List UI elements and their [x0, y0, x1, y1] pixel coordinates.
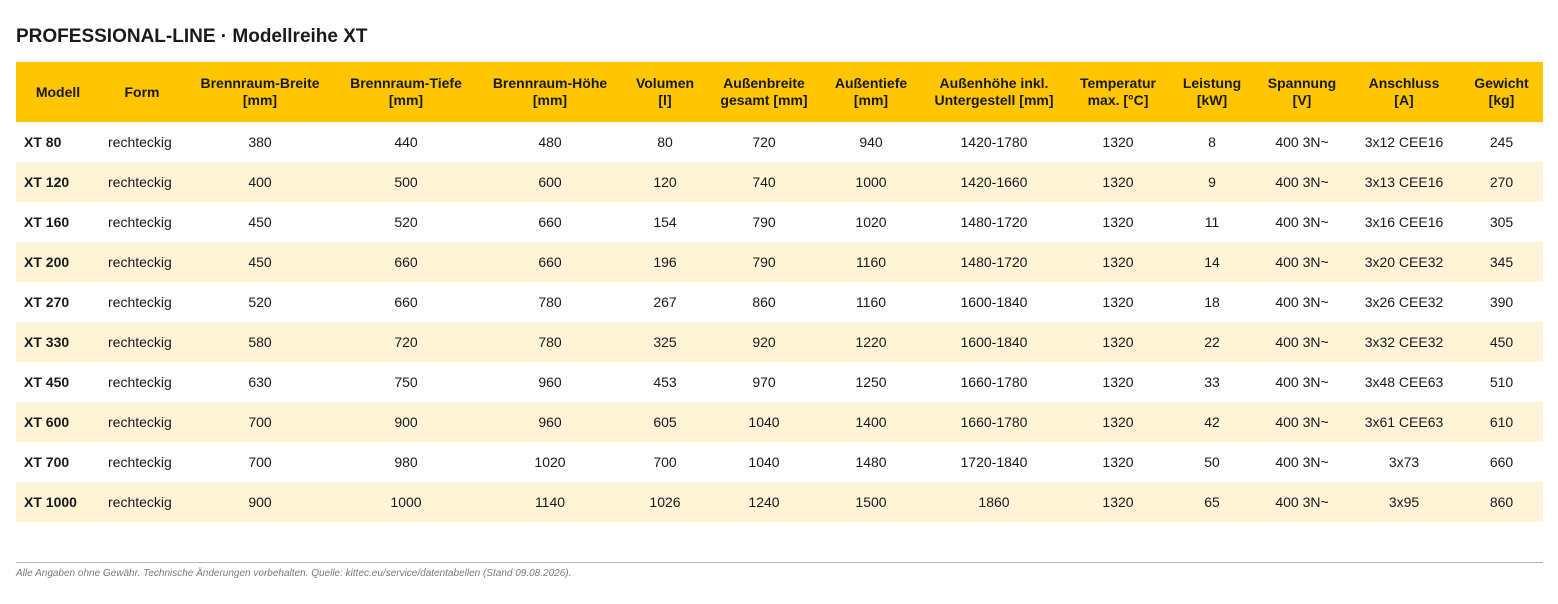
- table-cell: 900: [184, 482, 336, 522]
- table-cell: 65: [1168, 482, 1256, 522]
- column-header: [920, 62, 1068, 122]
- column-header-unit: [V]: [1292, 92, 1312, 108]
- table-cell: 380: [248, 134, 272, 150]
- column-header: [1348, 62, 1460, 122]
- table-cell: 780: [476, 322, 624, 362]
- table-row: [16, 482, 1543, 522]
- table-cell: 790: [706, 242, 822, 282]
- table-cell: 1600-1840: [960, 294, 1028, 310]
- model-cell: XT 600: [16, 402, 100, 442]
- table-cell: 660: [336, 242, 476, 282]
- model-cell: XT 120: [16, 162, 100, 202]
- table-cell: 660: [538, 214, 562, 230]
- table-cell: 1320: [1068, 162, 1168, 202]
- table-cell: 1320: [1068, 242, 1168, 282]
- table-cell: 9: [1168, 162, 1256, 202]
- table-cell: 400 3N~: [1256, 482, 1348, 522]
- page-title: PROFESSIONAL-LINE · Modellreihe XT: [16, 26, 368, 47]
- table-cell: 720: [336, 322, 476, 362]
- form-cell: rechteckig: [108, 294, 172, 310]
- form-cell: rechteckig: [100, 402, 184, 442]
- table-cell: 245: [1489, 134, 1514, 150]
- column-header-label: Form: [124, 83, 160, 100]
- column-header-label: Spannung: [1267, 75, 1337, 91]
- column-header-label: Brennraum-Tiefe: [350, 75, 462, 91]
- column-header-unit: [kW]: [1196, 92, 1228, 108]
- table-row: [16, 402, 1543, 442]
- column-header-unit: [mm]: [388, 92, 424, 108]
- table-cell: 605: [624, 402, 706, 442]
- column-header: [184, 62, 336, 122]
- table-cell: 3x73: [1388, 454, 1420, 470]
- column-header-label: Außentiefe: [834, 75, 908, 91]
- table-cell: 1400: [822, 402, 920, 442]
- model-cell: XT 80: [24, 134, 62, 150]
- table-cell: 3x32 CEE32: [1348, 322, 1460, 362]
- table-cell: 860: [1460, 482, 1543, 522]
- column-header-unit: [mm]: [853, 92, 889, 108]
- table-cell: 1420-1660: [920, 162, 1068, 202]
- table-cell: 790: [752, 214, 776, 230]
- table-cell: 1320: [1102, 294, 1134, 310]
- table-cell: 196: [624, 242, 706, 282]
- table-cell: 22: [1168, 322, 1256, 362]
- table-cell: 480: [538, 134, 562, 150]
- model-cell: XT 700: [24, 454, 70, 470]
- table-body: [16, 122, 1543, 522]
- column-header: [1068, 62, 1168, 122]
- table-cell: 700: [248, 454, 272, 470]
- table-cell: 3x95: [1348, 482, 1460, 522]
- column-header-unit: [A]: [1394, 92, 1414, 108]
- table-cell: 1320: [1068, 482, 1168, 522]
- table-cell: 610: [1460, 402, 1543, 442]
- column-header-label: Leistung: [1182, 75, 1242, 91]
- table-cell: 1660-1780: [920, 402, 1068, 442]
- column-header-label: Anschluss: [1368, 75, 1440, 91]
- table-cell: 3x12 CEE16: [1364, 134, 1444, 150]
- table-cell: 400 3N~: [1275, 454, 1329, 470]
- table-cell: 400 3N~: [1275, 214, 1329, 230]
- table-header-row: [16, 62, 1543, 122]
- column-header-unit: [mm]: [242, 92, 278, 108]
- table-cell: 1160: [822, 242, 920, 282]
- table-cell: 1480: [855, 454, 887, 470]
- column-header-label: Außenbreite: [723, 75, 805, 91]
- table-cell: 50: [1204, 454, 1220, 470]
- column-header: [476, 62, 624, 122]
- table-cell: 1220: [822, 322, 920, 362]
- column-header-label: Modell: [35, 83, 81, 100]
- table-cell: 920: [706, 322, 822, 362]
- table-cell: 600: [476, 162, 624, 202]
- form-cell: rechteckig: [108, 134, 172, 150]
- table-cell: 400 3N~: [1256, 242, 1348, 282]
- table-cell: 1480-1720: [960, 214, 1028, 230]
- form-cell: rechteckig: [108, 374, 172, 390]
- table-cell: 660: [394, 294, 418, 310]
- column-header-unit: [l]: [658, 92, 672, 108]
- table-cell: 580: [184, 322, 336, 362]
- table-cell: 500: [336, 162, 476, 202]
- table-cell: 740: [706, 162, 822, 202]
- table-cell: 1160: [855, 294, 887, 310]
- table-cell: 400: [184, 162, 336, 202]
- table-cell: 970: [752, 374, 776, 390]
- table-cell: 960: [476, 402, 624, 442]
- table-cell: 750: [394, 374, 418, 390]
- table-row: [16, 242, 1543, 282]
- column-header: [1460, 62, 1543, 122]
- model-cell: XT 1000: [16, 482, 100, 522]
- table-cell: 1320: [1102, 134, 1134, 150]
- table-cell: 1420-1780: [960, 134, 1028, 150]
- table-cell: 660: [1489, 454, 1514, 470]
- table-cell: 400 3N~: [1256, 402, 1348, 442]
- table-row: [16, 122, 1543, 162]
- table-cell: 1040: [706, 402, 822, 442]
- column-header-label: Brennraum-Höhe: [492, 75, 608, 91]
- column-header-unit: [kg]: [1488, 92, 1515, 108]
- table-cell: 14: [1168, 242, 1256, 282]
- table-cell: 1320: [1068, 322, 1168, 362]
- form-cell: rechteckig: [100, 162, 184, 202]
- table-cell: 1860: [920, 482, 1068, 522]
- table-cell: 80: [657, 134, 673, 150]
- table-cell: 305: [1489, 214, 1514, 230]
- table-cell: 980: [394, 454, 418, 470]
- form-cell: rechteckig: [100, 242, 184, 282]
- table-cell: 1020: [855, 214, 887, 230]
- table-cell: 660: [476, 242, 624, 282]
- table-cell: 1240: [706, 482, 822, 522]
- table-cell: 450: [184, 242, 336, 282]
- column-header-unit: gesamt [mm]: [720, 92, 808, 108]
- table-cell: 1320: [1068, 402, 1168, 442]
- table-cell: 1320: [1102, 374, 1134, 390]
- column-header: [822, 62, 920, 122]
- table-cell: 1720-1840: [960, 454, 1028, 470]
- table-cell: 1000: [822, 162, 920, 202]
- table-row: [16, 202, 1543, 242]
- column-header-label: Brennraum-Breite: [200, 75, 320, 91]
- table-cell: 325: [624, 322, 706, 362]
- table-cell: 400 3N~: [1275, 374, 1329, 390]
- form-cell: rechteckig: [100, 482, 184, 522]
- table-cell: 3x61 CEE63: [1348, 402, 1460, 442]
- table-cell: 900: [336, 402, 476, 442]
- column-header: [336, 62, 476, 122]
- spec-table: [16, 62, 1543, 522]
- table-cell: 700: [653, 454, 677, 470]
- form-cell: rechteckig: [108, 214, 172, 230]
- table-cell: 1040: [748, 454, 780, 470]
- table-cell: 390: [1489, 294, 1514, 310]
- table-cell: 400 3N~: [1256, 322, 1348, 362]
- column-header: [624, 62, 706, 122]
- table-cell: 1140: [476, 482, 624, 522]
- table-cell: 3x20 CEE32: [1348, 242, 1460, 282]
- table-cell: 11: [1204, 214, 1220, 230]
- table-cell: 1250: [855, 374, 887, 390]
- model-cell: XT 270: [24, 294, 70, 310]
- column-header-label: Gewicht: [1474, 75, 1529, 91]
- footnote: Alle Angaben ohne Gewähr. Technische Änderungen vorbehalten. Quelle: kittec.eu/service/datentabellen (Stand 09.08.2026).: [16, 568, 572, 579]
- column-header-unit: Untergestell [mm]: [934, 92, 1054, 108]
- table-row: [16, 282, 1543, 322]
- table-cell: 400 3N~: [1275, 134, 1329, 150]
- table-cell: 120: [624, 162, 706, 202]
- table-cell: 1480-1720: [920, 242, 1068, 282]
- form-cell: rechteckig: [108, 454, 172, 470]
- table-row: [16, 322, 1543, 362]
- table-cell: 42: [1168, 402, 1256, 442]
- table-cell: 860: [752, 294, 776, 310]
- table-cell: 1320: [1102, 454, 1134, 470]
- model-cell: XT 200: [16, 242, 100, 282]
- table-cell: 720: [752, 134, 776, 150]
- model-cell: XT 450: [24, 374, 70, 390]
- table-cell: 3x13 CEE16: [1348, 162, 1460, 202]
- table-cell: 3x26 CEE32: [1364, 294, 1444, 310]
- table-cell: 520: [248, 294, 272, 310]
- table-cell: 345: [1460, 242, 1543, 282]
- table-row: [16, 442, 1543, 482]
- table-cell: 267: [653, 294, 677, 310]
- table-cell: 940: [859, 134, 883, 150]
- model-cell: XT 330: [16, 322, 100, 362]
- model-cell: XT 160: [24, 214, 70, 230]
- column-header: [1256, 62, 1348, 122]
- column-header: [1168, 62, 1256, 122]
- table-cell: 154: [653, 214, 677, 230]
- table-cell: 1026: [624, 482, 706, 522]
- table-cell: 8: [1208, 134, 1216, 150]
- column-header-label: Volumen: [635, 75, 695, 91]
- table-cell: 1000: [336, 482, 476, 522]
- column-header-label: Temperatur: [1080, 75, 1156, 91]
- table-cell: 1320: [1102, 214, 1134, 230]
- table-cell: 700: [184, 402, 336, 442]
- table-cell: 1500: [822, 482, 920, 522]
- table-cell: 520: [394, 214, 418, 230]
- table-cell: 440: [394, 134, 418, 150]
- column-header: [706, 62, 822, 122]
- column-header-unit: max. [°C]: [1087, 92, 1149, 108]
- column-header: [16, 62, 100, 122]
- table-cell: 270: [1460, 162, 1543, 202]
- column-header-unit: [mm]: [532, 92, 568, 108]
- table-cell: 3x48 CEE63: [1364, 374, 1444, 390]
- footer-divider: [16, 562, 1543, 563]
- table-cell: 450: [248, 214, 272, 230]
- table-row: [16, 362, 1543, 402]
- table-cell: 960: [538, 374, 562, 390]
- table-cell: 400 3N~: [1256, 162, 1348, 202]
- table-cell: 453: [653, 374, 677, 390]
- column-header-label: Außenhöhe inkl.: [939, 75, 1049, 91]
- table-cell: 510: [1489, 374, 1514, 390]
- table-cell: 18: [1204, 294, 1220, 310]
- table-row: [16, 162, 1543, 202]
- form-cell: rechteckig: [100, 322, 184, 362]
- table-cell: 33: [1204, 374, 1220, 390]
- table-cell: 3x16 CEE16: [1364, 214, 1444, 230]
- table-cell: 450: [1460, 322, 1543, 362]
- table-cell: 630: [248, 374, 272, 390]
- table-cell: 400 3N~: [1275, 294, 1329, 310]
- table-cell: 1600-1840: [920, 322, 1068, 362]
- table-cell: 1660-1780: [960, 374, 1028, 390]
- table-cell: 780: [538, 294, 562, 310]
- column-header: [100, 62, 184, 122]
- table-cell: 1020: [534, 454, 566, 470]
